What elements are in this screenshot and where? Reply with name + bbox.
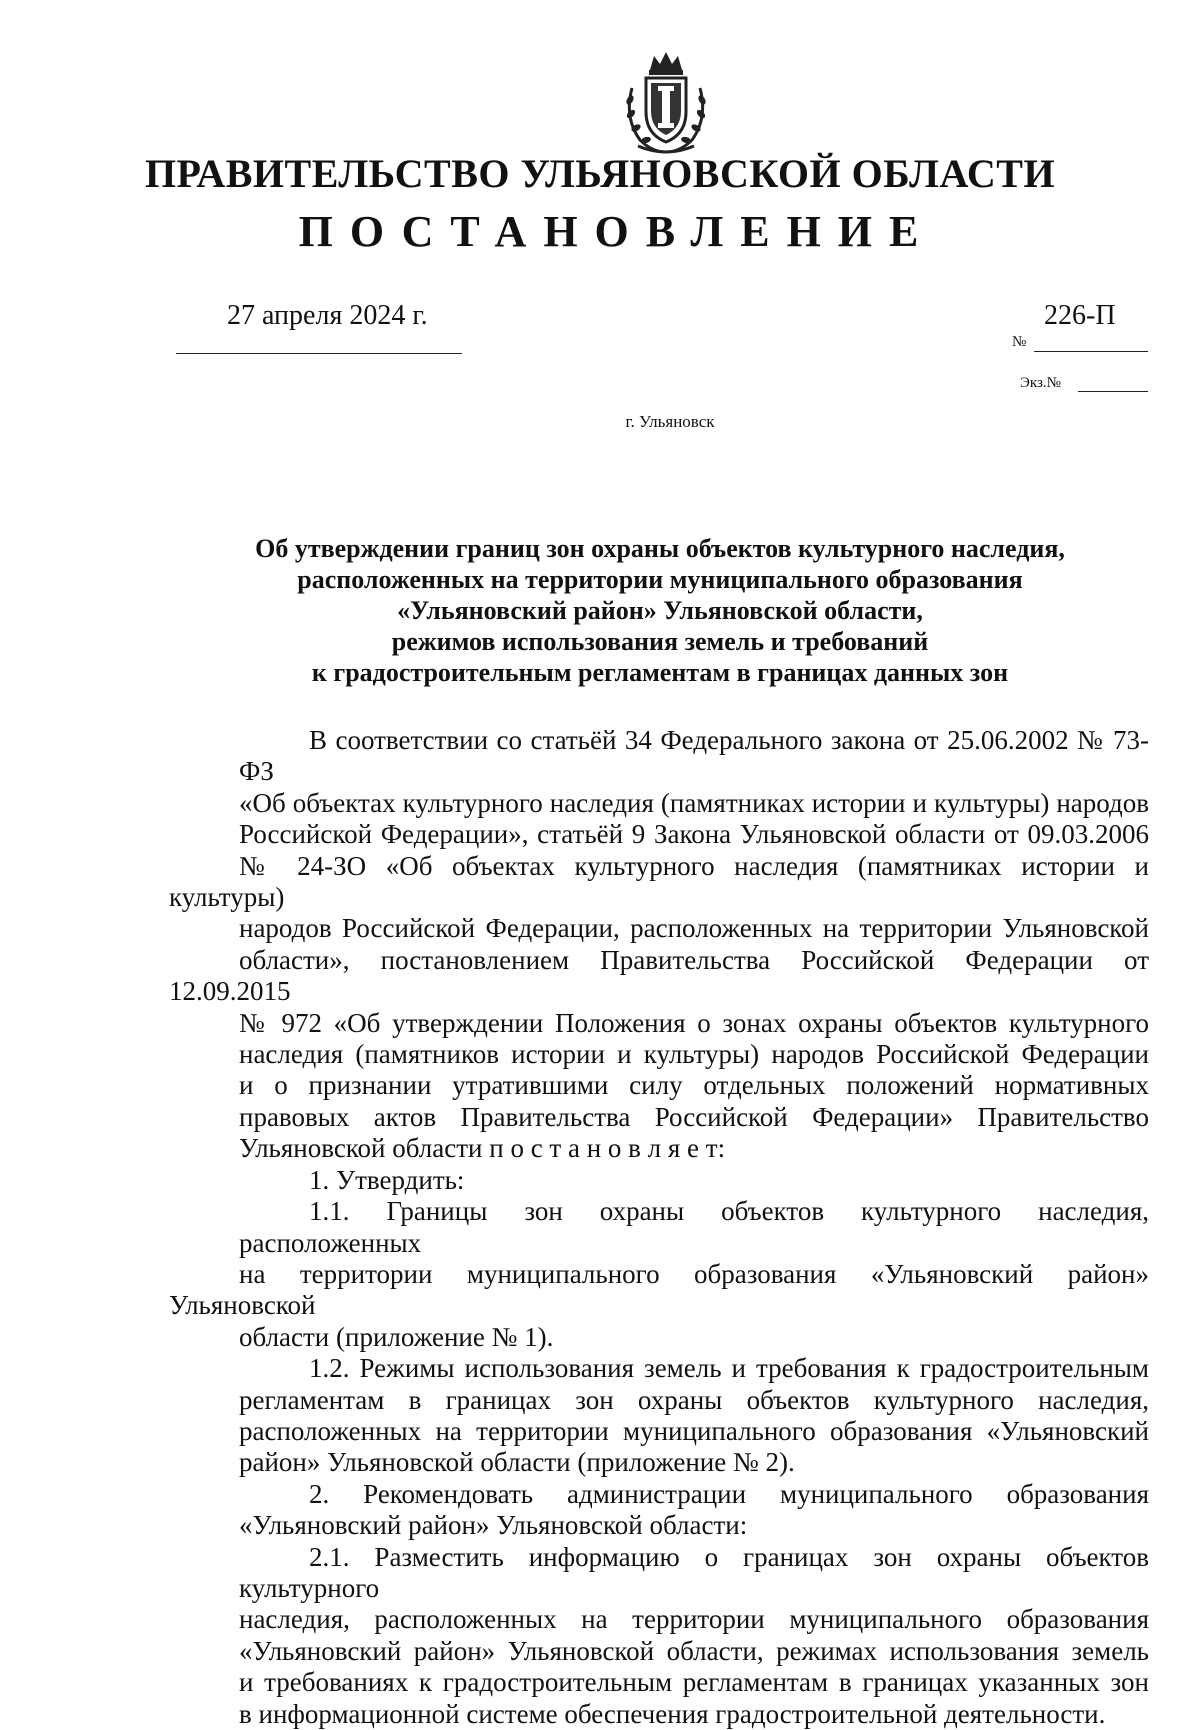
text-line: области (приложение № 1).: [239, 1321, 554, 1352]
paragraph-item-1-1: [169, 1196, 1149, 1353]
text-line: регламентам в границах зон охраны объектов культурного наследия,: [239, 1384, 1149, 1415]
text-line: 1. Утвердить:: [309, 1164, 465, 1195]
text-line: и о признании утратившими силу отдельных положений нормативных: [239, 1070, 1149, 1101]
document-type: ПОСТАНОВЛЕНИЕ: [298, 207, 936, 256]
paragraph-item-1: [169, 1165, 1149, 1196]
paragraph-item-1-2: [169, 1353, 1149, 1479]
document-heading: [170, 533, 1150, 688]
text-line: В соответствии со статьёй 34 Федерального закона от 25.06.2002 № 73-ФЗ: [239, 725, 1149, 787]
heading-line: режимов использования земель и требований: [391, 627, 929, 656]
text-line: наследия (памятников истории и культуры) народов Российской Федерации: [239, 1039, 1149, 1070]
text-line: «Ульяновский район» Ульяновской области:: [239, 1510, 748, 1541]
document-city: г. Ульяновск: [625, 412, 715, 431]
text-line: район» Ульяновской области (приложение № 2).: [239, 1447, 795, 1478]
text-line: 2. Рекомендовать администрации муниципального образования: [309, 1478, 1149, 1509]
text-line: 1.1. Границы зон охраны объектов культурного наследия, расположенных: [239, 1196, 1149, 1258]
text-line: на территории муниципального образования «Ульяновский район» Ульяновской: [169, 1258, 1149, 1321]
paragraph-item-2-1: [169, 1542, 1149, 1730]
number-sign-label: №: [1012, 334, 1027, 350]
text-line: и требованиях к градостроительным регламентам в границах указанных зон: [239, 1667, 1149, 1698]
date-underline: [176, 353, 462, 354]
text-line: народов Российской Федерации, расположенных на территории Ульяновской: [239, 913, 1149, 944]
organization-title: ПРАВИТЕЛЬСТВО УЛЬЯНОВСКОЙ ОБЛАСТИ: [144, 151, 1056, 196]
number-underline: [1034, 351, 1148, 352]
coat-of-arms-emblem: [618, 48, 714, 156]
paragraph-item-2: [169, 1479, 1149, 1542]
heading-line: «Ульяновский район» Ульяновской области,: [397, 596, 923, 625]
text-line: 2.1. Разместить информацию о границах зон охраны объектов культурного: [239, 1541, 1149, 1603]
paragraph-preamble: [169, 725, 1149, 1165]
text-line: Российской Федерации», статьёй 9 Закона Ульяновской области от 09.03.2006: [239, 819, 1149, 850]
document-date: 27 апреля 2024 г.: [227, 300, 428, 331]
heading-line: расположенных на территории муниципального образования: [297, 565, 1023, 594]
text-line: «Ульяновский район» Ульяновской области, режимах использования земель: [239, 1635, 1149, 1666]
heading-line: Об утверждении границ зон охраны объектов культурного наследия,: [255, 534, 1065, 563]
text-line: № 972 «Об утверждении Положения о зонах охраны объектов культурного: [239, 1007, 1149, 1038]
text-line: правовых актов Правительства Российской Федерации» Правительство: [239, 1101, 1149, 1132]
document-body: [169, 725, 1149, 1730]
heading-line: к градостроительным регламентам в границах данных зон: [311, 658, 1009, 687]
copy-number-underline: [1078, 391, 1148, 392]
document-number: 226-П: [1044, 300, 1116, 331]
text-line: наследия, расположенных на территории муниципального образования: [239, 1604, 1149, 1635]
text-line: расположенных на территории муниципального образования «Ульяновский: [239, 1415, 1149, 1446]
text-line: области», постановлением Правительства Российской Федерации от 12.09.2015: [169, 944, 1149, 1007]
copy-number-label: Экз.№: [1020, 375, 1061, 391]
text-line: Ульяновской области п о с т а н о в л я е т:: [239, 1133, 726, 1164]
text-line: в информационной системе обеспечения градостроительной деятельности.: [239, 1698, 1106, 1729]
text-line: № 24-ЗО «Об объектах культурного наследия (памятниках истории и культуры): [169, 850, 1149, 913]
text-line: «Об объектах культурного наследия (памятниках истории и культуры) народов: [239, 787, 1149, 818]
text-line: 1.2. Режимы использования земель и требования к градостроительным: [309, 1353, 1149, 1384]
